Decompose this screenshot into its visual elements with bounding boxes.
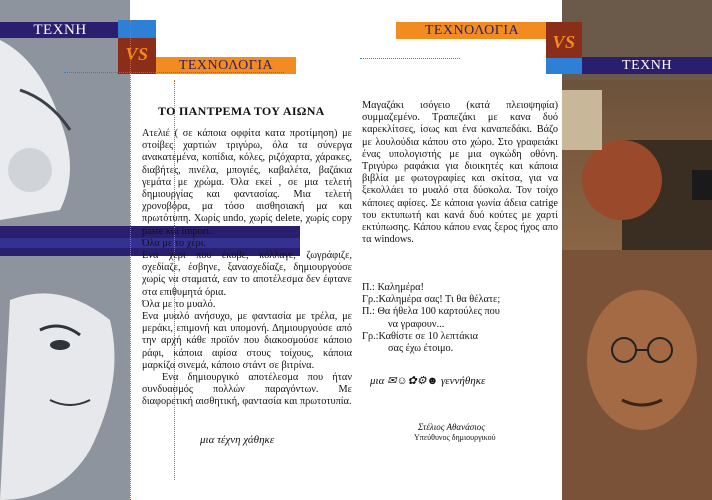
paragraph: Όλα με το μυαλό. bbox=[142, 298, 216, 310]
dialog-block bbox=[362, 282, 558, 355]
paragraph: Ενα μυαλό ανήσυχο, με φαντασία με τρέλα, με μεράκι, επιμονή και υπομονή. Δημιουργούσε από την αρχή κάθε προϊόν που διακοσμούσε κάποιο ράφι, κάποια αφίσα στους τοίχους, κάποια μαρκίζα σινεμά, κάποιο στάντ σε βιτρίνα. bbox=[142, 311, 352, 371]
article-left-column bbox=[142, 128, 352, 409]
dialog-line: σας έχω έτοιμο. bbox=[388, 343, 454, 355]
author-name: Στέλιος Αθανάσιος bbox=[418, 422, 485, 432]
header-blue-block-left bbox=[118, 20, 156, 38]
dialog-line: Γρ.:Καλημέρα σας! Τι θα θέλατε; bbox=[362, 294, 501, 306]
header-tech-left: ΤΕΧΝΟΛΟΓΙΑ bbox=[156, 57, 296, 74]
paragraph: Ατελιέ ( σε κάποια οφφίτα κατα προτίμηση) με στοίβες χαρτιών τριγύρω, όλα τα σύνεργα ανακατεμένα, κοπίδια, κόλες, ριζόχαρτα, χάρακες, διαβήτες, πινέλα, μπογιές, καβαλέτα, βαζάκια γεμάτα με χρώμα. Όλα εκεί , σε μια τελετή δημιουργίας και φαντασίας. Μια τελετή χρονοβόρα, μα τόσο αισθησιακή μα και πρωτότυπη. Χωρίς undo, χωρίς delete, χωρίς copy paste και import. bbox=[142, 128, 352, 237]
right-photo-collage bbox=[562, 0, 712, 500]
paragraph: Μαγαζάκι ισόγειο (κατά πλειοψηφία) συμμαζεμένο. Τραπεζάκι με κανα δυό καρεκλίτσες, ίσως και ένα καναπεδάκι. Βάζο με λουλούδια κάπου στο χώρο. Στο γραφειάκι ένας υπολογιστής με μια ογκώδη οθόνη. Τριγύρω ραφάκια για διοικητές και κάποια βιβλία με φωτογραφίες και σκίτσα, για να ξεκολλάει το μυαλό στα δύσκολα. Τον τοίχο κάποιες αφίσες. Σε κάποια γωνία άδεια catrige του εκτυπωτή και κανά δυό κούτες με χαρτί εκτύπωσης. Κάπου κάπου ενας ξερος ήχος απο τα windows. bbox=[362, 100, 558, 246]
guide-line-top-left bbox=[64, 72, 284, 73]
dialog-line: Γρ.:Καθίστε σε 10 λεπτάκια bbox=[362, 330, 478, 342]
collage-image bbox=[562, 0, 712, 500]
dialog-line: Π.: Καλημέρα! bbox=[362, 282, 424, 293]
paragraph: Ενα χέρι που έκοβε, κόλλαγε, ζωγράφιζε, σχεδίαζε, έσβηνε, ξανασχεδίαζε, δημιουργούσε χωρίς να σταματά, εαν το αποτέλεσμα δεν έφτανε στα επιθυμητά όρια. bbox=[142, 250, 352, 298]
right-signature: μια ✉☺✿⚙☻ γεννήθηκε bbox=[370, 375, 486, 387]
guide-line-left bbox=[130, 20, 131, 500]
header-blue-block-right bbox=[546, 58, 582, 74]
dialog-line: να γραφουν... bbox=[388, 318, 445, 330]
header-art-left: ΤΕΧΝΗ bbox=[0, 22, 120, 38]
header-art-right: ΤΕΧΝΗ bbox=[582, 57, 712, 74]
vs-right-label: VS bbox=[552, 31, 576, 52]
header-tech-right: ΤΕΧΝΟΛΟΓΙΑ bbox=[396, 22, 548, 39]
paragraph: Όλα με το χέρι. bbox=[142, 237, 207, 249]
dialog-line: Π.: Θα ήθελα 100 καρτούλες που bbox=[362, 306, 500, 318]
left-signature: μια τέχνη χάθηκε bbox=[200, 434, 275, 446]
author-role: Υπεύθυνος δημιουργικού bbox=[414, 433, 496, 442]
vs-left-label: VS bbox=[125, 43, 149, 64]
paragraph: Ενα δημιουργικό αποτέλεσμα που ήταν συνδυασμός πολλών παραγόντων. Με διαφορετική αισθητική, φαντασία και πρωτοτυπία. bbox=[142, 372, 352, 408]
article-title: ΤΟ ΠΑΝΤΡΕΜΑ ΤΟΥ ΑΙΩΝΑ bbox=[158, 104, 325, 118]
guide-line-top-right bbox=[360, 58, 460, 59]
article-right-column bbox=[362, 100, 558, 246]
